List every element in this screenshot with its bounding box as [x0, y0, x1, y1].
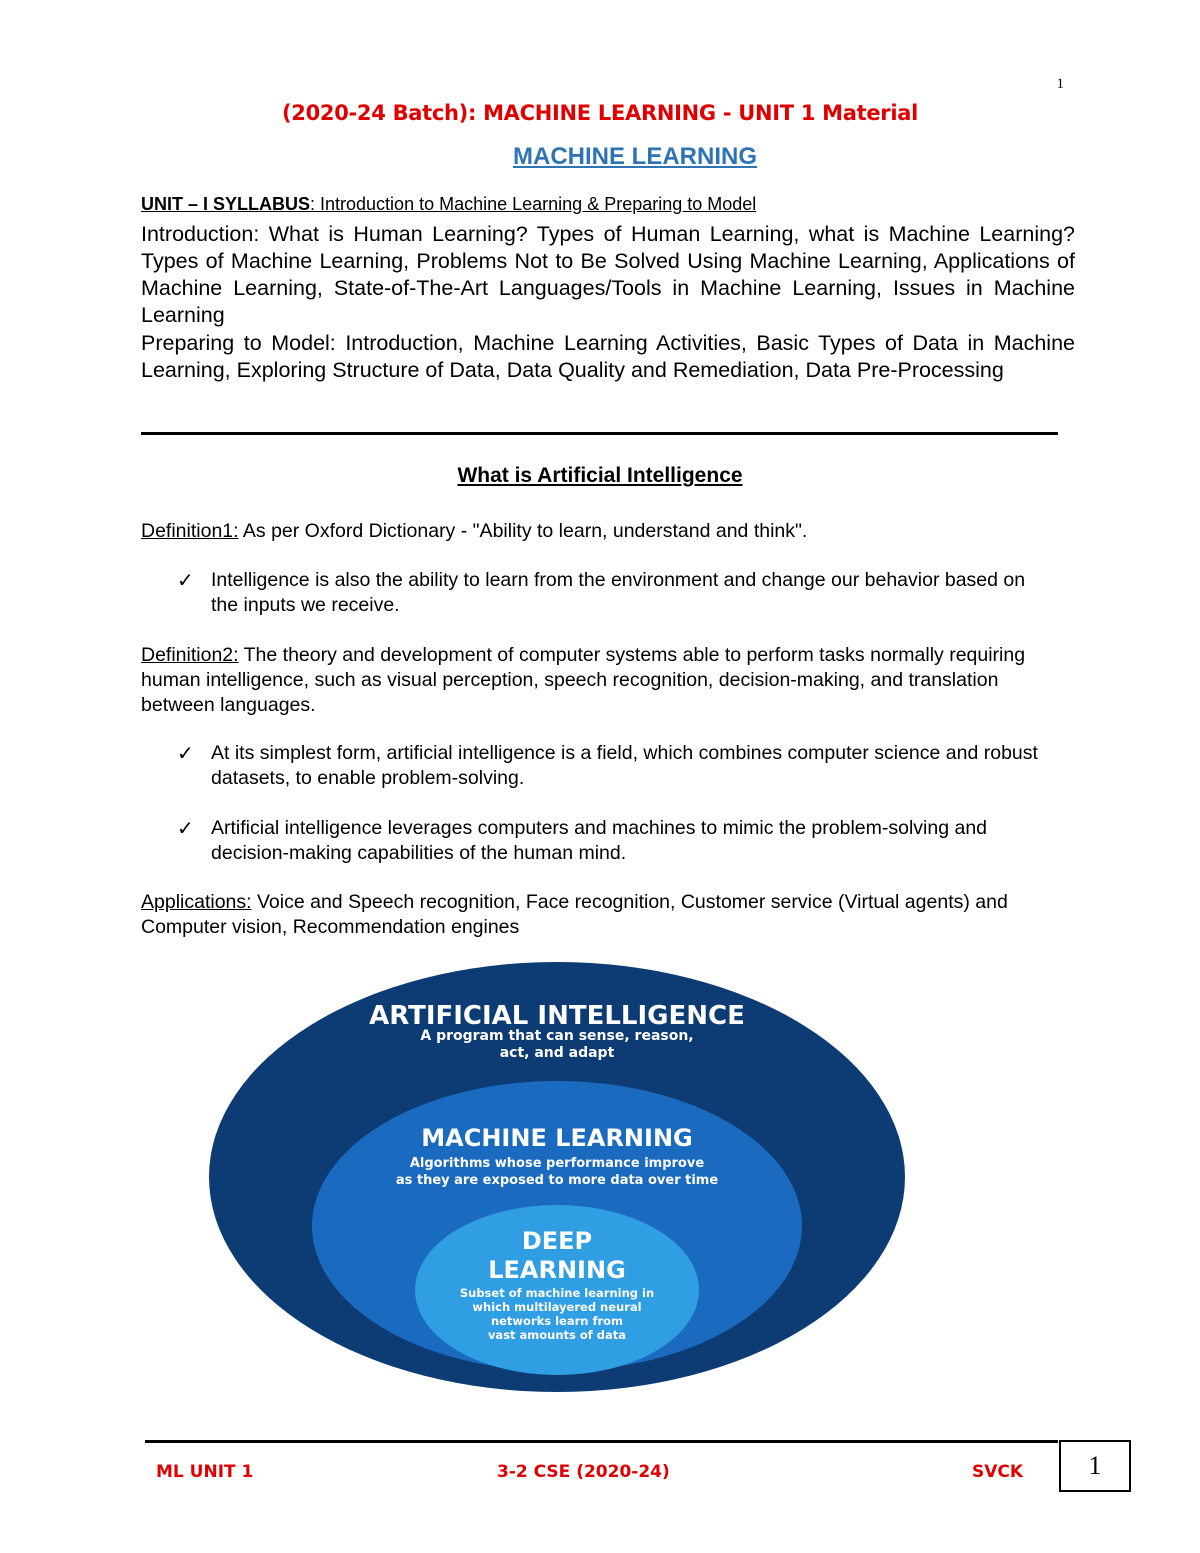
check-icon: ✓ — [177, 818, 194, 840]
ml-title: MACHINE LEARNING — [421, 1124, 693, 1152]
bullet-1: Intelligence is also the ability to learn from the environment and change our behavior based on the inputs we receive. — [211, 569, 1026, 616]
dl-desc-line1: Subset of machine learning in — [459, 1286, 655, 1300]
definition-1-label: Definition1: — [141, 520, 239, 542]
ml-desc-line1: Algorithms whose performance improve — [409, 1156, 705, 1171]
footer-rule — [145, 1440, 1058, 1443]
footer-left: ML UNIT 1 — [156, 1462, 254, 1482]
dl-title-line1: DEEP — [521, 1227, 593, 1255]
applications-label: Applications: — [141, 891, 252, 913]
footer-page-box: 1 — [1059, 1440, 1131, 1492]
section-heading: What is Artificial Intelligence — [457, 464, 743, 487]
ml-desc-line2: as they are exposed to more data over time — [395, 1173, 719, 1188]
dl-desc-line4: vast amounts of data — [487, 1328, 627, 1342]
bullet-2: At its simplest form, artificial intelligence is a field, which combines computer science and robust datasets, to enable problem-solving. — [211, 742, 1038, 789]
dl-desc-line2: which multilayered neural — [472, 1300, 642, 1314]
document-title: (2020-24 Batch): MACHINE LEARNING - UNIT 1 Material — [281, 101, 919, 125]
document-subtitle: MACHINE LEARNING — [513, 143, 757, 170]
syllabus-topic: : Introduction to Machine Learning & Preparing to Model — [310, 194, 757, 214]
check-icon: ✓ — [177, 570, 194, 592]
ai-desc-line2: act, and adapt — [499, 1045, 615, 1061]
dl-title-line2: LEARNING — [488, 1256, 626, 1284]
ai-title: ARTIFICIAL INTELLIGENCE — [369, 1001, 745, 1031]
applications-text: Voice and Speech recognition, Face recognition, Customer service (Virtual agents) and Computer vision, Recommendation engines — [141, 891, 1008, 938]
bullet-3: Artificial intelligence leverages computers and machines to mimic the problem-solving and decision-making capabilities of the human mind. — [211, 817, 988, 864]
page-number: 1 — [1056, 76, 1064, 92]
definition-2-text: The theory and development of computer systems able to perform tasks normally requiring human intelligence, such as visual perception, speech recognition, decision-making, and translation between languages. — [141, 644, 1026, 716]
ai-desc-line1: A program that can sense, reason, — [420, 1028, 694, 1044]
syllabus-label: UNIT – I SYLLABUS — [141, 194, 311, 214]
syllabus-introduction: Introduction: What is Human Learning? Types of Human Learning, what is Machine Learning? Types of Machine Learning, Problems Not to Be Solved Using Machine Learning, Applications of Machine Learning, State-of-The-Art Languages/Tools in Machine Learning, Issues in Machine Learning — [141, 222, 1075, 327]
definition-1-text: As per Oxford Dictionary - "Ability to learn, understand and think". — [238, 520, 808, 542]
dl-desc-line3: networks learn from — [490, 1314, 624, 1328]
check-icon: ✓ — [177, 743, 194, 765]
definition-2-label: Definition2: — [141, 644, 239, 666]
footer-right: SVCK — [972, 1462, 1024, 1482]
syllabus-preparing: Preparing to Model: Introduction, Machine Learning Activities, Basic Types of Data in Machine Learning, Exploring Structure of Data, Data Quality and Remediation, Data Pre-Processing — [141, 331, 1075, 382]
footer-center: 3-2 CSE (2020-24) — [497, 1462, 670, 1482]
